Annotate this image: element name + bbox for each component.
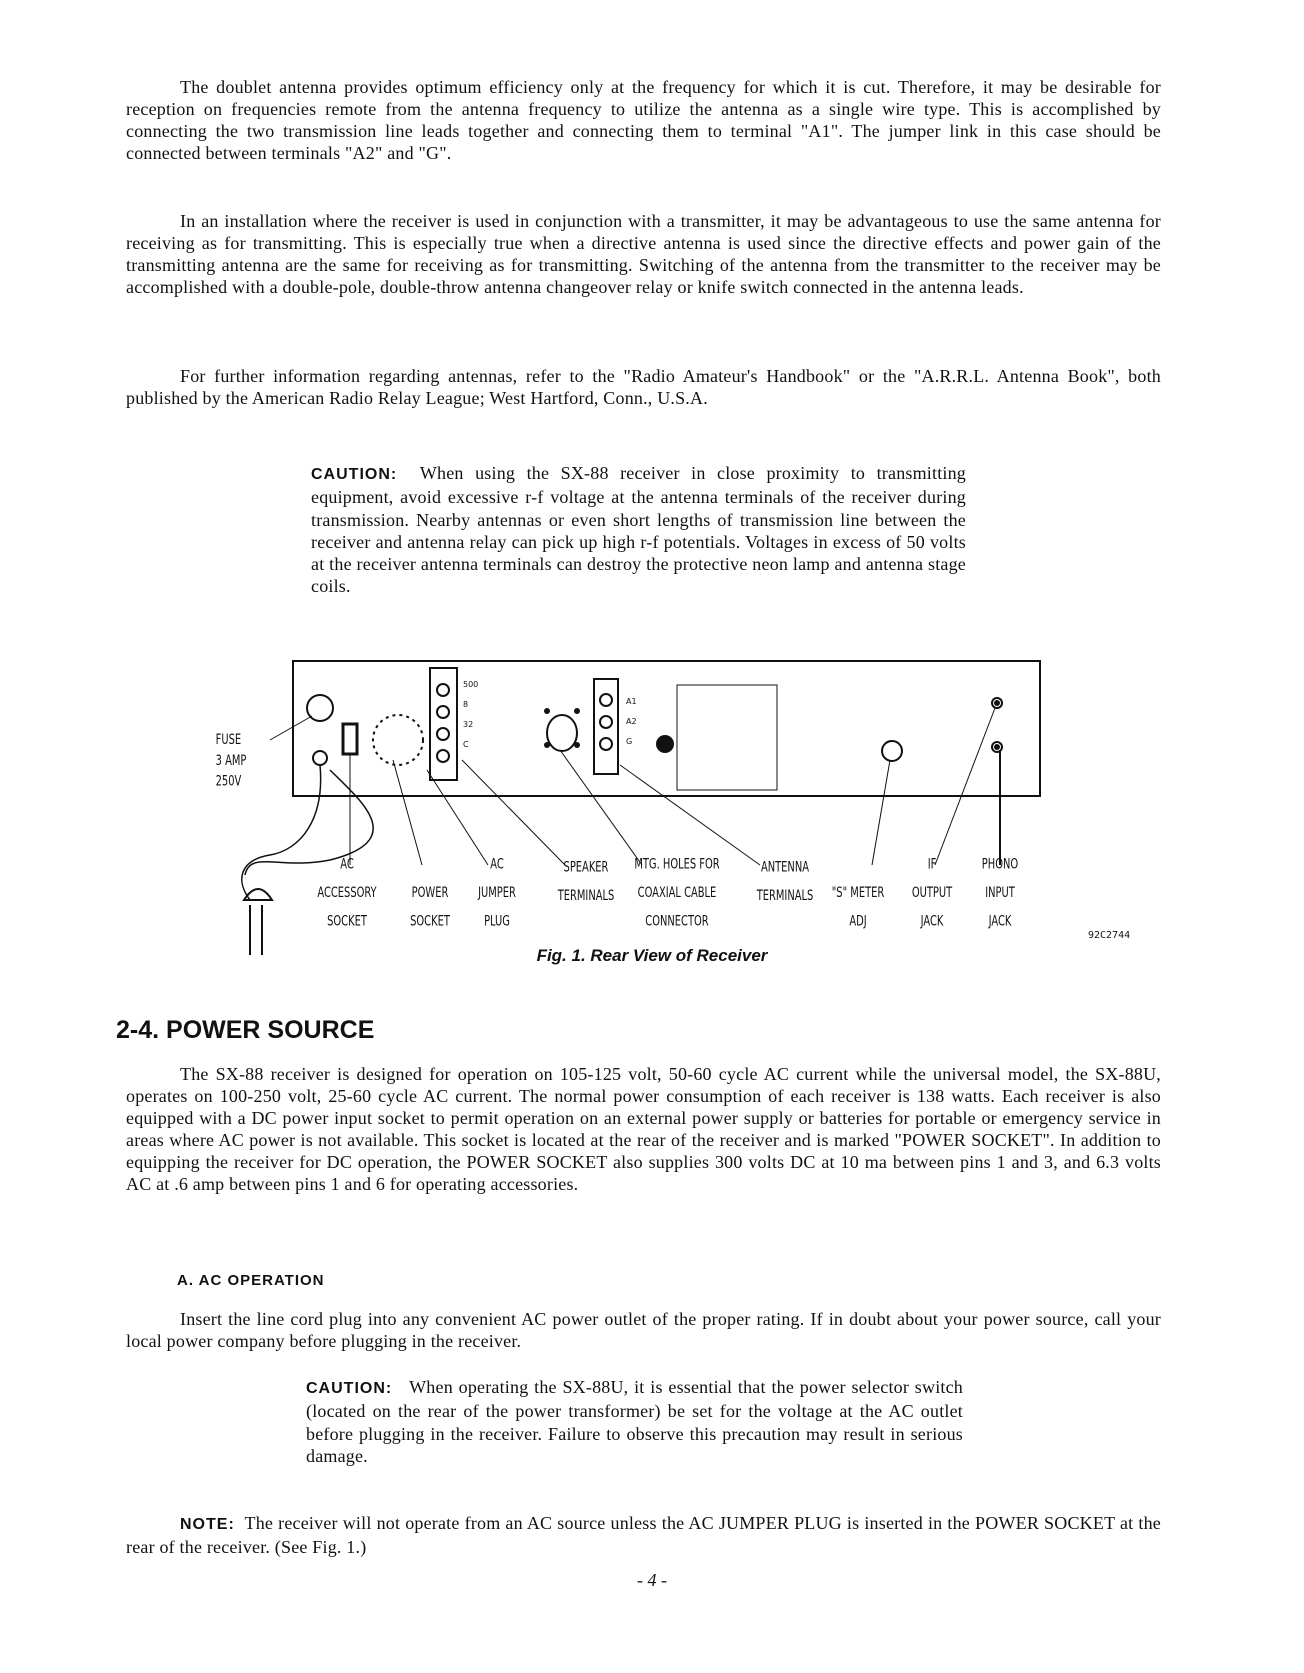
subsection-heading: A. AC OPERATION — [177, 1272, 325, 1289]
s-meter-adj-icon — [882, 741, 902, 761]
label-line: COAXIAL CABLE — [637, 883, 717, 901]
label-line: PHONO — [981, 855, 1019, 873]
terminal-mark: 32 — [463, 720, 474, 729]
label-ac-accessory-socket — [317, 850, 376, 936]
label-line: TERMINALS — [756, 887, 814, 905]
terminal-mark: G — [626, 737, 633, 746]
label-antenna-terminals — [757, 853, 814, 910]
figure-code: 92C2744 — [1088, 930, 1131, 941]
label-line: TERMINALS — [557, 887, 615, 905]
label-line: PLUG — [484, 912, 510, 930]
paragraph-doublet-antenna: The doublet antenna provides optimum efficiency only at the frequency for which it is cut. Therefore, it may be desirable for reception on frequencies remote from the antenna frequency to utilize the antenna as a single wire type. This is accomplished by connecting the two transmission line leads together and connecting them to terminal "A1". The jumper link in this case should be connected between terminals "A2" and "G". — [126, 77, 1161, 163]
page-number: - 4 - — [637, 1570, 667, 1590]
label-line: JACK — [920, 912, 944, 930]
label-line: JUMPER — [478, 883, 516, 901]
label-line: INPUT — [985, 883, 1015, 901]
paragraph-transmitter-installation: In an installation where the receiver is used in conjunction with a transmitter, it may be advantageous to use the same antenna for receiving as for transmitting. This is especially true when a directive antenna is used since the directive effects and power gain of the transmitting antenna are the same for receiving as for transmitting. Switching of the antenna from the transmitter to the receiver may be accomplished with a double-pole, double-throw antenna changeover relay or knife switch connected in the antenna leads. — [126, 211, 1161, 297]
ac-accessory-socket-icon — [343, 724, 357, 754]
terminal-mark: A1 — [626, 697, 637, 706]
label-line: AC — [340, 855, 354, 873]
section-heading: 2-4. POWER SOURCE — [116, 1016, 375, 1044]
caution-label: CAUTION: — [306, 1380, 393, 1397]
label-line: JACK — [988, 912, 1012, 930]
caution-text: When using the SX-88 receiver in close proximity to transmitting equipment, avoid excessive r-f voltage at the antenna terminals of the receiver during transmission. Nearby antennas or even short lengths of transmission line between the receiver and antenna relay can pick up high r-f potentials. Voltages in excess of 50 volts at the receiver antenna terminals can destroy the protective neon lamp and antenna stage coils. — [311, 463, 967, 597]
label-if-output-jack — [912, 850, 952, 936]
note-label: NOTE: — [180, 1516, 235, 1533]
caution-label: CAUTION: — [311, 466, 398, 483]
figure-caption: Fig. 1. Rear View of Receiver — [536, 946, 768, 965]
label-line: SPEAKER — [563, 858, 609, 876]
label-line — [832, 850, 885, 879]
label-ac-jumper-plug — [478, 850, 516, 936]
label-line: ADJ — [849, 912, 867, 930]
note-text: The receiver will not operate from an AC source unless the AC JUMPER PLUG is inserted in the POWER SOCKET at the rear of the receiver. (See Fig. 1.) — [126, 1513, 1161, 1557]
terminal-mark: A2 — [626, 717, 637, 726]
label-mtg-holes-coax — [634, 850, 719, 936]
label-line: OUTPUT — [911, 883, 953, 901]
fuse-label — [216, 730, 247, 792]
power-socket-icon — [373, 715, 423, 765]
label-phono-input-jack — [982, 850, 1018, 936]
antenna-terminal-marks — [626, 692, 637, 752]
paragraph-further-information: For further information regarding antennas, refer to the "Radio Amateur's Handbook" or the "A.R.R.L. Antenna Book", both published by the American Radio Relay League; West Hartford, Conn., U.S.A. — [126, 366, 1161, 408]
paragraph-power-source: The SX-88 receiver is designed for operation on 105-125 volt, 50-60 cycle AC current while the universal model, the SX-88U, operates on 100-250 volt, 25-60 cycle AC current. The normal power consumption of each receiver is 138 watts. Each receiver is also equipped with a DC power input socket to permit operation on an external power supply or batteries for portable or emergency service in areas where AC power is not available. This socket is located at the rear of the receiver and is marked "POWER SOCKET". In addition to equipping the receiver for DC operation, the POWER SOCKET also supplies 300 volts DC at 10 ma between pins 1 and 3, and 6.3 volts AC at .6 amp between pins 1 and 6 for operating accessories. — [126, 1064, 1161, 1194]
receiver-rear-panel — [293, 661, 1040, 796]
terminal-mark: C — [463, 740, 469, 749]
label-speaker-terminals — [558, 853, 615, 910]
fuse-label-line: FUSE — [215, 731, 242, 748]
label-line: ANTENNA — [760, 858, 810, 876]
cover-plate — [677, 685, 777, 790]
label-line: CONNECTOR — [645, 912, 709, 930]
fuse-label-line: 3 AMP — [215, 751, 247, 769]
caution-text: When operating the SX-88U, it is essential that the power selector switch (located on the rear of the power transformer) be set for the voltage at the AC outlet before plugging in the receiver. Failure to observe this precaution may result in serious damage. — [306, 1377, 963, 1466]
speaker-terminal-marks — [463, 675, 478, 755]
label-line: ACCESSORY — [317, 883, 377, 901]
label-line: MTG. HOLES FOR — [634, 855, 720, 873]
label-line: SOCKET — [327, 912, 367, 930]
label-line — [410, 850, 450, 879]
label-line: POWER — [411, 883, 449, 901]
label-line: AC — [490, 855, 504, 873]
caution-box-sx88u — [306, 1376, 963, 1467]
paragraph-ac-operation: Insert the line cord plug into any convenient AC power outlet of the proper rating. If in doubt about your power source, call your local power company before plugging in the receiver. — [126, 1309, 1161, 1351]
label-line: "S" METER — [831, 883, 885, 901]
coax-connector-icon — [547, 715, 577, 751]
terminal-mark: 8 — [463, 700, 469, 709]
label-line: SOCKET — [410, 912, 450, 930]
terminal-mark: 500 — [463, 680, 479, 689]
label-line: IF — [927, 855, 937, 873]
note-paragraph — [126, 1512, 1161, 1558]
label-s-meter-adj — [832, 850, 885, 936]
fuse-label-line: 250V — [215, 772, 242, 790]
label-power-socket — [410, 850, 450, 936]
